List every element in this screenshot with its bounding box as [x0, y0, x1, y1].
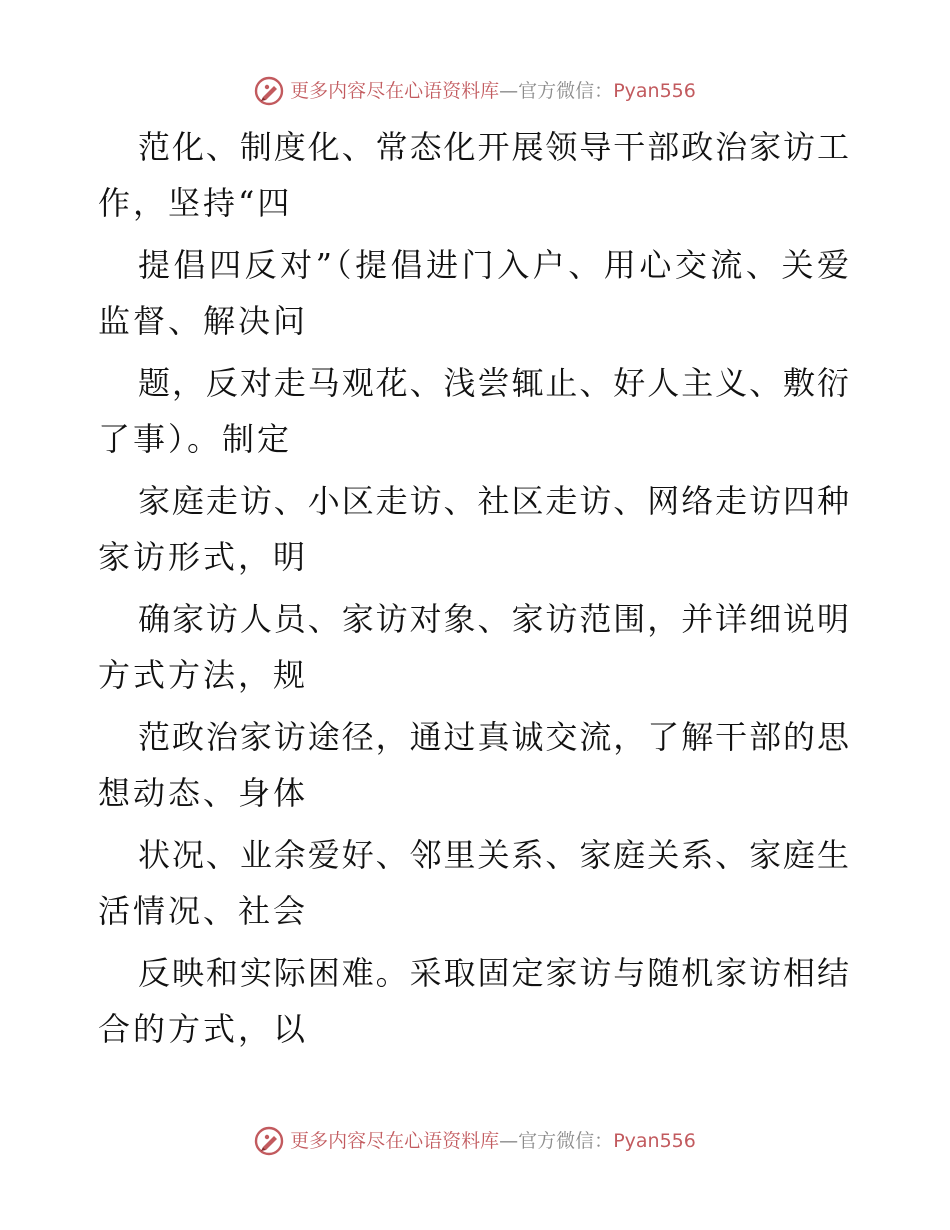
banner-text: 更多内容尽在心语资料库	[290, 1130, 500, 1152]
banner-dash: —	[499, 1130, 519, 1152]
text-line: 家庭走访、小区走访、社区走访、网络走访四种	[138, 482, 850, 520]
pen-logo-icon	[254, 76, 284, 106]
text-line: 提倡四反对”（提倡进门入户、用心交流、关爱	[138, 246, 850, 284]
paragraph	[0, 473, 950, 591]
text-line: 想动态、身体	[98, 774, 309, 812]
text-line: 范化、制度化、常态化开展领导干部政治家访工	[138, 128, 850, 166]
text-line: 合的方式，以	[98, 1010, 309, 1048]
paragraph	[0, 709, 950, 827]
paragraph	[0, 355, 950, 473]
banner-wechat-label: 官方微信：	[518, 1130, 614, 1152]
text-line: 状况、业余爱好、邻里关系、家庭关系、家庭生	[138, 836, 850, 874]
footer-banner	[0, 1126, 950, 1156]
paragraph	[0, 945, 950, 1063]
paragraph	[0, 827, 950, 945]
text-line: 方式方法，规	[98, 656, 309, 694]
banner-wechat-id: Pyan556	[613, 80, 696, 102]
banner-wechat-label: 官方微信：	[518, 80, 614, 102]
header-banner	[0, 76, 950, 106]
text-line: 作，坚持“四	[98, 184, 293, 222]
text-line: 确家访人员、家访对象、家访范围，并详细说明	[138, 600, 850, 638]
text-line: 活情况、社会	[98, 892, 309, 930]
paragraph	[0, 237, 950, 355]
text-line: 家访形式，明	[98, 538, 309, 576]
banner-dash: —	[499, 80, 519, 102]
paragraph	[0, 591, 950, 709]
text-line: 监督、解决问	[98, 302, 309, 340]
text-line: 范政治家访途径，通过真诚交流，了解干部的思	[138, 718, 850, 756]
text-line: 反映和实际困难。采取固定家访与随机家访相结	[138, 954, 850, 992]
paragraph	[0, 119, 950, 237]
text-line: 了事）。制定	[98, 420, 293, 458]
banner-text: 更多内容尽在心语资料库	[290, 80, 500, 102]
banner-wechat-id: Pyan556	[613, 1130, 696, 1152]
document-body	[0, 119, 950, 1063]
pen-logo-icon	[254, 1126, 284, 1156]
text-line: 题，反对走马观花、浅尝辄止、好人主义、敷衍	[138, 364, 850, 402]
